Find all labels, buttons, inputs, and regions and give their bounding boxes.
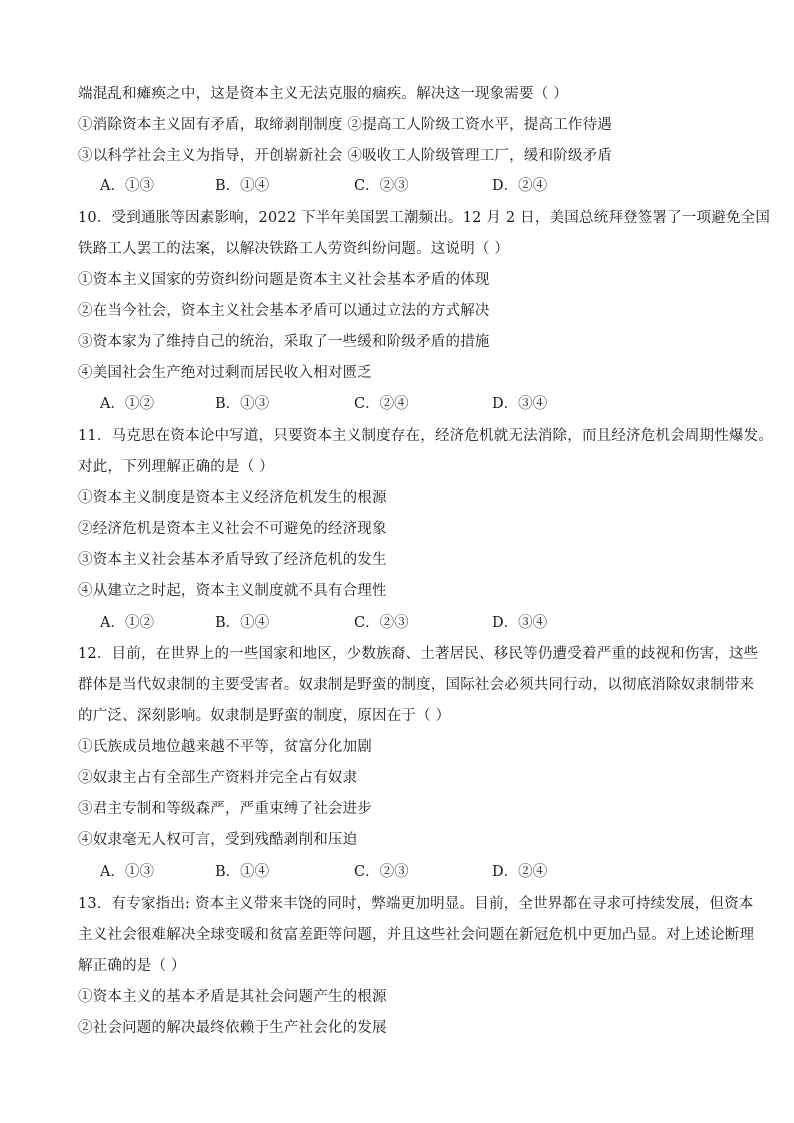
q10-statement-4: ④美国社会生产绝对过剩而居民收入相对匮乏 (78, 365, 372, 381)
q11-stem-line-2: 对此，下列理解正确的是（ ） (78, 459, 274, 475)
q12-option-b[interactable]: B．①④ (215, 864, 270, 880)
q12-statement-1: ①氏族成员地位越来越不平等，贫富分化加剧 (78, 739, 372, 755)
q13-stem-line-3: 解正确的是（ ） (78, 958, 186, 974)
q12-stem-line-1: 12．目前，在世界上的一些国家和地区，少数族裔、土著居民、移民等仍遭受着严重的歧视和伤害，这些 (78, 646, 759, 662)
q11-statement-2: ②经济危机是资本主义社会不可避免的经济现象 (78, 521, 387, 537)
q11-option-c[interactable]: C．②③ (354, 615, 409, 631)
q10-option-a[interactable]: A．①② (100, 396, 154, 412)
q12-stem-line-2: 群体是当代奴隶制的主要受害者。奴隶制是野蛮的制度，国际社会必须共同行动，以彻底消除奴隶制带来 (78, 677, 755, 693)
q13-stem-line-2: 主义社会很难解决全球变暖和贫富差距等问题，并且这些社会问题在新冠危机中更加凸显。对上述论断理 (78, 927, 755, 943)
q12-option-c[interactable]: C．②③ (354, 864, 409, 880)
q11-statement-3: ③资本主义社会基本矛盾导致了经济危机的发生 (78, 552, 387, 568)
q10-statement-3: ③资本家为了维持自己的统治，采取了一些缓和阶级矛盾的措施 (78, 334, 490, 350)
q10-option-d[interactable]: D．③④ (492, 396, 548, 412)
q9-statements-2: ③以科学社会主义为指导，开创崭新社会 ④吸收工人阶级管理工厂，缓和阶级矛盾 (78, 148, 613, 164)
q12-statement-4: ④奴隶毫无人权可言，受到残酷剥削和压迫 (78, 832, 358, 848)
q10-statement-2: ②在当今社会，资本主义社会基本矛盾可以通过立法的方式解决 (78, 303, 490, 319)
q11-option-b[interactable]: B．①④ (215, 615, 270, 631)
q11-stem-line-1: 11．马克思在资本论中写道，只要资本主义制度存在，经济危机就无法消除，而且经济危机会周期性爆发。 (78, 428, 774, 444)
q12-option-d[interactable]: D．②④ (492, 864, 548, 880)
q12-option-a[interactable]: A．①③ (100, 864, 154, 880)
q12-stem-line-3: 的广泛、深刻影响。奴隶制是野蛮的制度，原因在于（ ） (78, 708, 451, 724)
q9-statements-1: ①消除资本主义固有矛盾，取缔剥削制度 ②提高工人阶级工资水平，提高工作待遇 (78, 117, 613, 133)
q11-option-d[interactable]: D．③④ (492, 615, 548, 631)
q13-statement-2: ②社会问题的解决最终依赖于生产社会化的发展 (78, 1020, 387, 1036)
q9-option-a[interactable]: A．①③ (100, 178, 154, 194)
q11-statement-4: ④从建立之时起，资本主义制度就不具有合理性 (78, 583, 387, 599)
q10-statement-1: ①资本主义国家的劳资纠纷问题是资本主义社会基本矛盾的体现 (78, 272, 490, 288)
q11-statement-1: ①资本主义制度是资本主义经济危机发生的根源 (78, 490, 387, 506)
q10-option-c[interactable]: C．②④ (354, 396, 409, 412)
q9-stem-tail: 端混乱和瘫痪之中，这是资本主义无法克服的痼疾。解决这一现象需要（ ） (78, 86, 568, 102)
q10-option-b[interactable]: B．①③ (215, 396, 270, 412)
q13-statement-1: ①资本主义的基本矛盾是其社会问题产生的根源 (78, 989, 387, 1005)
q11-option-a[interactable]: A．①② (100, 615, 154, 631)
q9-option-d[interactable]: D．②④ (492, 178, 548, 194)
q10-stem-line-2: 铁路工人罢工的法案，以解决铁路工人劳资纠纷问题。这说明（ ） (78, 241, 510, 257)
q12-statement-2: ②奴隶主占有全部生产资料并完全占有奴隶 (78, 770, 358, 786)
q9-option-b[interactable]: B．①④ (215, 178, 270, 194)
q10-stem-line-1: 10．受到通胀等因素影响，2022 下半年美国罢工潮频出。12 月 2 日，美国总统拜登签署了一项避免全国 (78, 210, 771, 226)
q12-statement-3: ③君主专制和等级森严，严重束缚了社会进步 (78, 801, 372, 817)
q9-option-c[interactable]: C．②③ (354, 178, 409, 194)
q13-stem-line-1: 13．有专家指出: 资本主义带来丰饶的同时，弊端更加明显。目前，全世界都在寻求可持续发展，但资本 (78, 896, 754, 912)
